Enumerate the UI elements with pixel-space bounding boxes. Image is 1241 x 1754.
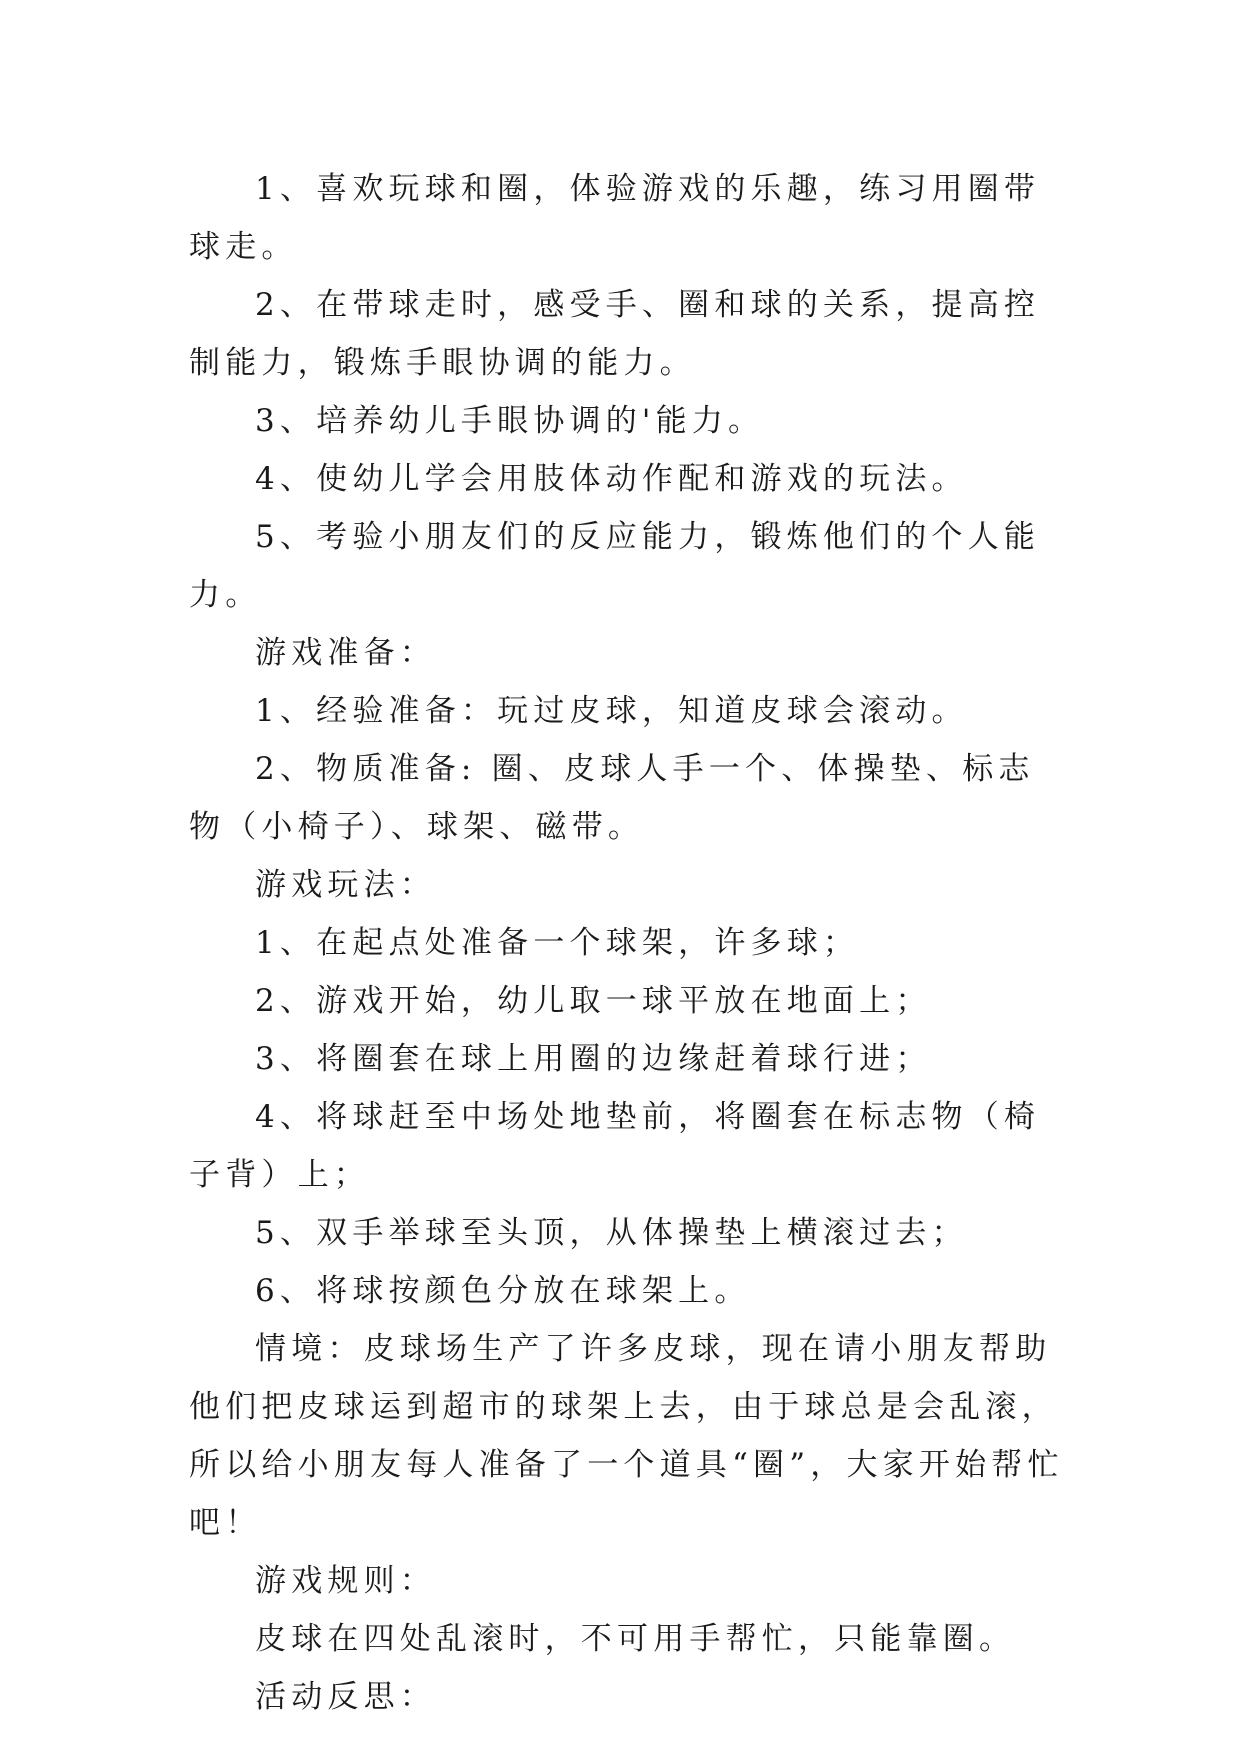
rule-text: 皮球在四处乱滚时，不可用手帮忙，只能靠圈。	[255, 1621, 1016, 1657]
gameplay-step-2: 2、游戏开始，幼儿取一球平放在地面上；	[255, 983, 932, 1019]
objective-5: 5、考验小朋友们的反应能力，锻炼他们的个人能力。	[189, 519, 1041, 613]
gameplay-step-1: 1、在起点处准备一个球架，许多球；	[255, 925, 860, 961]
section-heading-preparation: 游戏准备：	[255, 635, 436, 671]
preparation-2: 2、物质准备: 圈、皮球人手一个、体操垫、标志物（小椅子）、球架、磁带。	[189, 751, 1035, 845]
gameplay-step-4: 4、将球赶至中场处地垫前，将圈套在标志物（椅子背）上；	[189, 1099, 1041, 1193]
section-heading-rules: 游戏规则：	[255, 1563, 436, 1599]
document-page	[189, 160, 1069, 1726]
gameplay-step-3: 3、将圈套在球上用圈的边缘赶着球行进；	[255, 1041, 932, 1077]
objective-4: 4、使幼儿学会用肢体动作配和游戏的玩法。	[255, 461, 968, 497]
preparation-1: 1、经验准备：玩过皮球，知道皮球会滚动。	[255, 693, 968, 729]
scenario-paragraph: 情境：皮球场生产了许多皮球，现在请小朋友帮助他们把皮球运到超市的球架上去，由于球总是会乱滚，所以给小朋友每人准备了一个道具“圈”，大家开始帮忙吧！	[189, 1331, 1064, 1541]
section-heading-reflection: 活动反思：	[255, 1679, 436, 1715]
section-heading-gameplay: 游戏玩法：	[255, 867, 436, 903]
objective-2: 2、在带球走时，感受手、圈和球的关系，提高控制能力，锻炼手眼协调的能力。	[189, 287, 1041, 381]
objective-3: 3、培养幼儿手眼协调的'能力。	[255, 403, 765, 439]
gameplay-step-5: 5、双手举球至头顶，从体操垫上横滚过去；	[255, 1215, 968, 1251]
objective-1: 1、喜欢玩球和圈，体验游戏的乐趣，练习用圈带球走。	[189, 171, 1041, 265]
gameplay-step-6: 6、将球按颜色分放在球架上。	[255, 1273, 751, 1309]
